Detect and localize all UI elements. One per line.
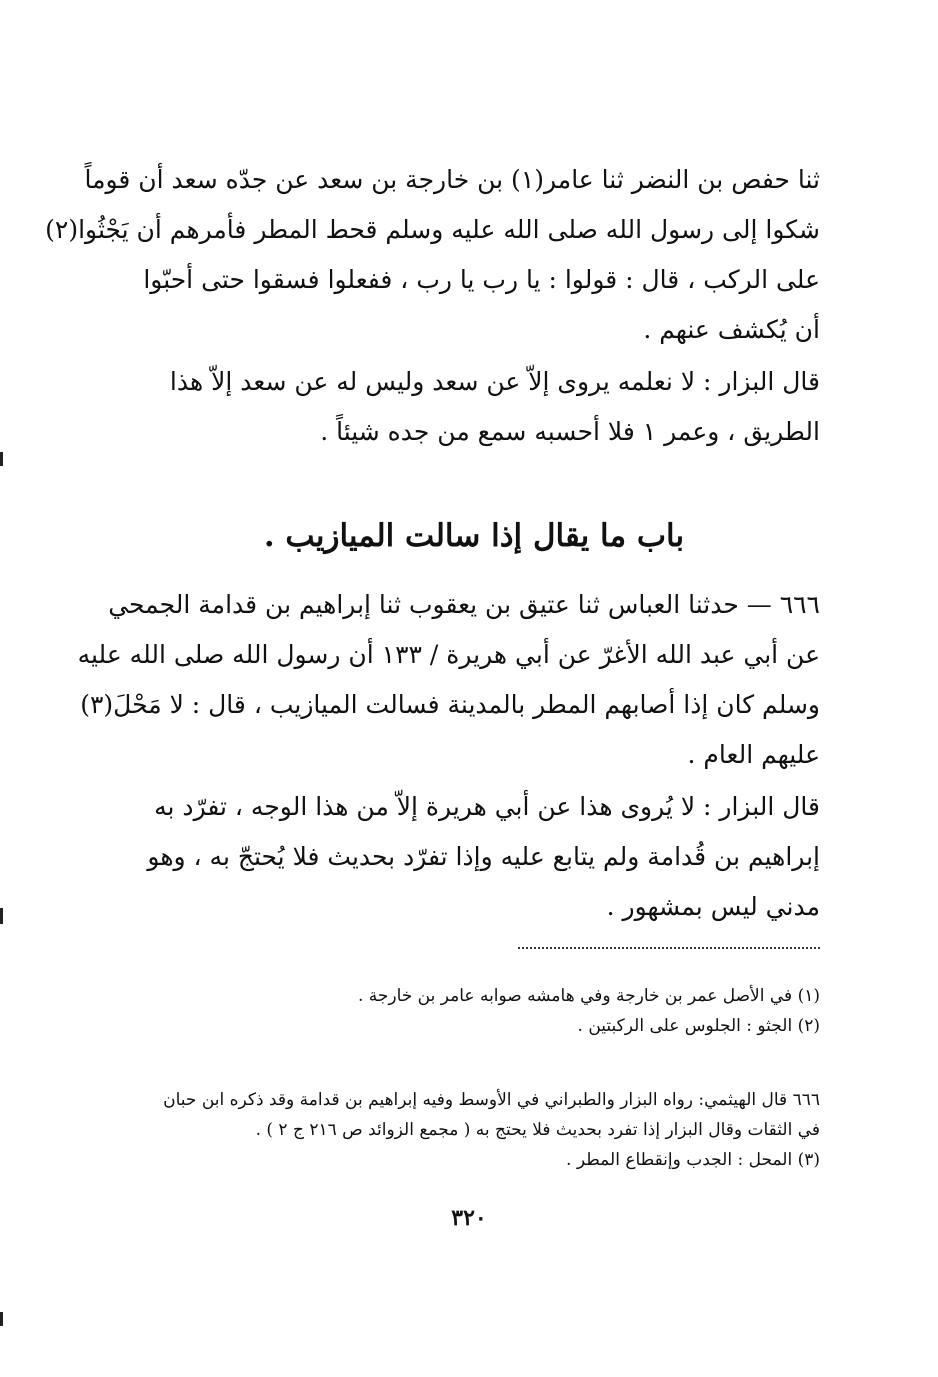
footnotes-group-2 [128, 1085, 820, 1175]
text-line: على الركب ، قال : قولوا : يا رب يا رب ، ففعلوا فسقوا حتى أحبّوا [143, 265, 820, 294]
footnote-line: في الثقات وقال البزار إذا تفرد بحديث فلا يحتج به ( مجمع الزوائد ص ٢١٦ ج ٢ ) . [255, 1120, 820, 1140]
text-line: قال البزار : لا نعلمه يروى إلاّ عن سعد وليس له عن سعد إلاّ هذا [169, 367, 820, 396]
footnote-line: (٣) المحل : الجدب وإنقطاع المطر . [566, 1150, 820, 1170]
footnote-line: ٦٦٦ قال الهيثمي: رواه البزار والطبراني في الأوسط وفيه إبراهيم بن قدامة وقد ذكره ابن حبان [163, 1090, 820, 1110]
footnotes-group-1 [128, 981, 820, 1041]
paragraph-bazzar-comment-1 [128, 357, 820, 457]
text-line: عن أبي عبد الله الأغرّ عن أبي هريرة / ١٣٣ أن رسول الله صلى الله عليه [77, 640, 820, 669]
paragraph-bazzar-comment-2 [128, 782, 820, 932]
text-line: شكوا إلى رسول الله صلى الله عليه وسلم قحط المطر فأمرهم أن يَجْثُوا(٢) [45, 215, 820, 244]
paragraph-hadith-intro [45, 155, 820, 355]
text-line: قال البزار : لا يُروى هذا عن أبي هريرة إلاّ من هذا الوجه ، تفرّد به [154, 792, 820, 821]
footnote-line: (٢) الجثو : الجلوس على الركبتين . [577, 1016, 820, 1036]
text-line: إبراهيم بن قُدامة ولم يتابع عليه وإذا تفرّد بحديث فلا يُحتجّ به ، وهو [147, 842, 820, 871]
scan-edge-mark [0, 908, 3, 924]
page-number: ٣٢٠ [451, 1205, 487, 1231]
text-line: أن يُكشف عنهم . [643, 315, 820, 344]
text-line: مدني ليس بمشهور . [606, 892, 820, 921]
text-line: ثنا حفص بن النضر ثنا عامر(١) بن خارجة بن سعد عن جدّه سعد أن قوماً [84, 165, 820, 194]
footnote-divider [518, 947, 820, 949]
text-line: الطريق ، وعمر ١ فلا أحسبه سمع من جده شيئاً . [320, 417, 820, 446]
text-line: ٦٦٦ — حدثنا العباس ثنا عتيق بن يعقوب ثنا إبراهيم بن قدامة الجمحي [108, 590, 820, 619]
scan-edge-mark [0, 1312, 3, 1326]
text-line: وسلم كان إذا أصابهم المطر بالمدينة فسالت الميازيب ، قال : لا مَحْلَ(٣) [80, 690, 820, 719]
text-line: عليهم العام . [687, 740, 820, 769]
footnote-line: (١) في الأصل عمر بن خارجة وفي هامشه صوابه عامر بن خارجة . [357, 986, 820, 1006]
scan-edge-mark [0, 452, 3, 466]
chapter-heading: باب ما يقال إذا سالت الميازيب . [263, 518, 685, 554]
paragraph-hadith-666 [77, 580, 820, 780]
